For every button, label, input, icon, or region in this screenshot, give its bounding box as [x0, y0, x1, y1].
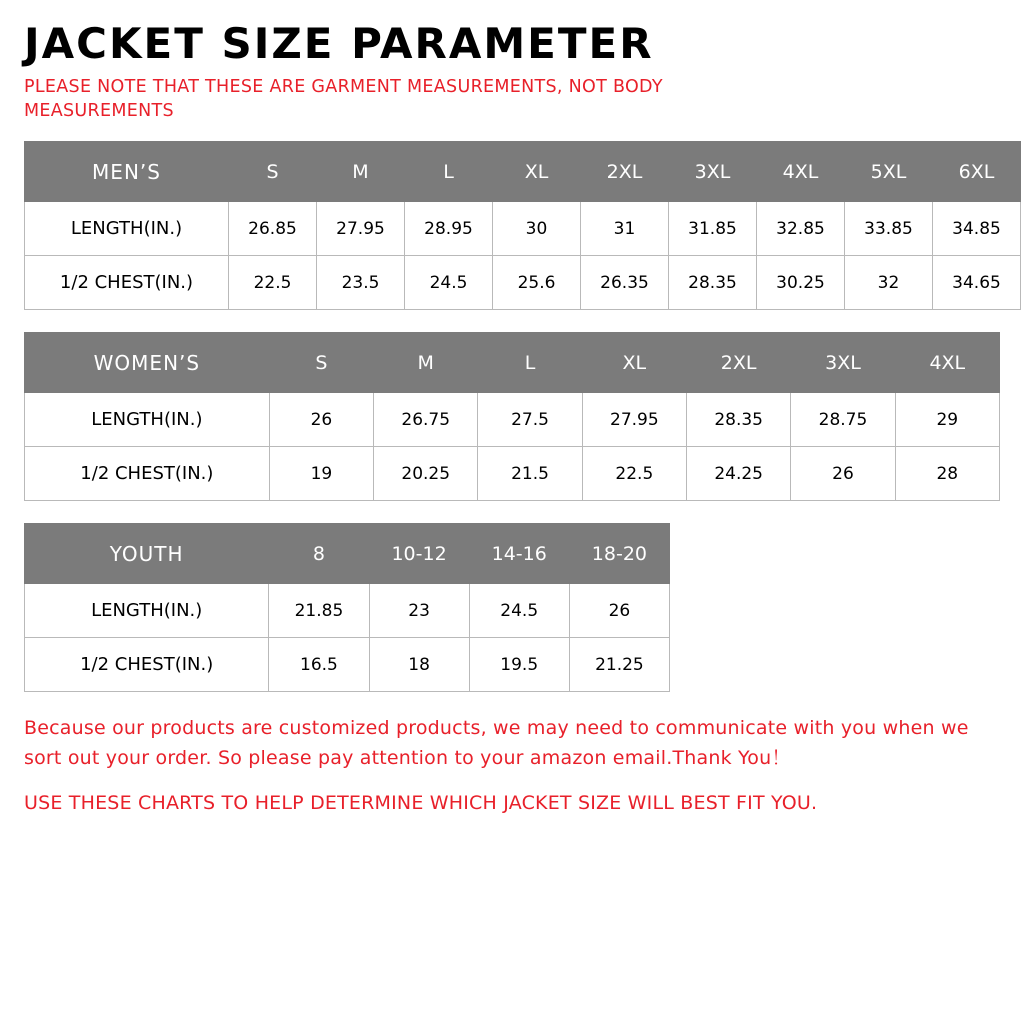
table-cell: 27.95: [317, 202, 405, 256]
table-cell: 26.85: [229, 202, 317, 256]
mens-size-header: M: [317, 142, 405, 202]
table-cell: 26.75: [374, 393, 478, 447]
table-cell: 26: [791, 447, 895, 501]
row-label: LENGTH(IN.): [25, 393, 270, 447]
table-cell: 24.5: [405, 256, 493, 310]
womens-size-header: 3XL: [791, 333, 895, 393]
table-cell: 26: [569, 584, 669, 638]
row-label: 1/2 CHEST(IN.): [25, 256, 229, 310]
table-cell: 19.5: [469, 638, 569, 692]
table-header-row: [25, 524, 670, 584]
table-row: [25, 202, 1021, 256]
table-cell: 26.35: [581, 256, 669, 310]
table-cell: 27.5: [478, 393, 582, 447]
table-cell: 26: [269, 393, 373, 447]
table-row: [25, 447, 1000, 501]
table-cell: 33.85: [845, 202, 933, 256]
table-cell: 27.95: [582, 393, 686, 447]
table-cell: 32.85: [757, 202, 845, 256]
table-cell: 25.6: [493, 256, 581, 310]
mens-size-header: S: [229, 142, 317, 202]
table-cell: 31.85: [669, 202, 757, 256]
table-cell: 19: [269, 447, 373, 501]
table-cell: 29: [895, 393, 999, 447]
womens-size-header: XL: [582, 333, 686, 393]
table-cell: 30: [493, 202, 581, 256]
table-row: [25, 584, 670, 638]
womens-size-header: L: [478, 333, 582, 393]
table-cell: 21.25: [569, 638, 669, 692]
table-cell: 34.85: [933, 202, 1021, 256]
youth-size-header: 8: [269, 524, 369, 584]
youth-size-header: 10-12: [369, 524, 469, 584]
table-cell: 30.25: [757, 256, 845, 310]
table-cell: 21.85: [269, 584, 369, 638]
table-cell: 20.25: [374, 447, 478, 501]
mens-size-header: 2XL: [581, 142, 669, 202]
table-cell: 22.5: [582, 447, 686, 501]
table-cell: 16.5: [269, 638, 369, 692]
mens-size-header: XL: [493, 142, 581, 202]
row-label: 1/2 CHEST(IN.): [25, 638, 269, 692]
measurement-note: PLEASE NOTE THAT THESE ARE GARMENT MEASUREMENTS, NOT BODY MEASUREMENTS: [24, 77, 663, 121]
footer-line-1: Because our products are customized products, we may need to communicate with you when we sort out your order. So please pay attention to your amazon email.Thank You！: [24, 717, 969, 769]
mens-size-header: 5XL: [845, 142, 933, 202]
table-cell: 23.5: [317, 256, 405, 310]
youth-size-table: [24, 523, 670, 692]
mens-header-label: MEN’S: [25, 142, 229, 202]
table-cell: 22.5: [229, 256, 317, 310]
youth-header-label: YOUTH: [25, 524, 269, 584]
womens-size-header: S: [269, 333, 373, 393]
youth-size-header: 18-20: [569, 524, 669, 584]
table-cell: 32: [845, 256, 933, 310]
table-cell: 28.35: [669, 256, 757, 310]
table-cell: 28.75: [791, 393, 895, 447]
page-title: JACKET SIZE PARAMETER: [24, 19, 654, 68]
womens-size-header: M: [374, 333, 478, 393]
table-cell: 28.35: [687, 393, 791, 447]
table-cell: 28.95: [405, 202, 493, 256]
footer-notes: [24, 714, 1000, 818]
table-header-row: [25, 333, 1000, 393]
womens-size-header: 4XL: [895, 333, 999, 393]
row-label: 1/2 CHEST(IN.): [25, 447, 270, 501]
table-cell: 24.25: [687, 447, 791, 501]
womens-size-header: 2XL: [687, 333, 791, 393]
mens-size-header: 6XL: [933, 142, 1021, 202]
mens-size-header: 4XL: [757, 142, 845, 202]
womens-header-label: WOMEN’S: [25, 333, 270, 393]
womens-size-table: [24, 332, 1000, 501]
table-cell: 34.65: [933, 256, 1021, 310]
table-cell: 23: [369, 584, 469, 638]
table-cell: 21.5: [478, 447, 582, 501]
mens-size-header: L: [405, 142, 493, 202]
row-label: LENGTH(IN.): [25, 584, 269, 638]
table-cell: 31: [581, 202, 669, 256]
youth-size-header: 14-16: [469, 524, 569, 584]
table-cell: 24.5: [469, 584, 569, 638]
table-row: [25, 638, 670, 692]
table-row: [25, 256, 1021, 310]
table-cell: 28: [895, 447, 999, 501]
mens-size-table: [24, 141, 1021, 310]
table-header-row: [25, 142, 1021, 202]
mens-size-header: 3XL: [669, 142, 757, 202]
table-row: [25, 393, 1000, 447]
footer-line-2: USE THESE CHARTS TO HELP DETERMINE WHICH JACKET SIZE WILL BEST FIT YOU.: [24, 792, 818, 815]
table-cell: 18: [369, 638, 469, 692]
row-label: LENGTH(IN.): [25, 202, 229, 256]
